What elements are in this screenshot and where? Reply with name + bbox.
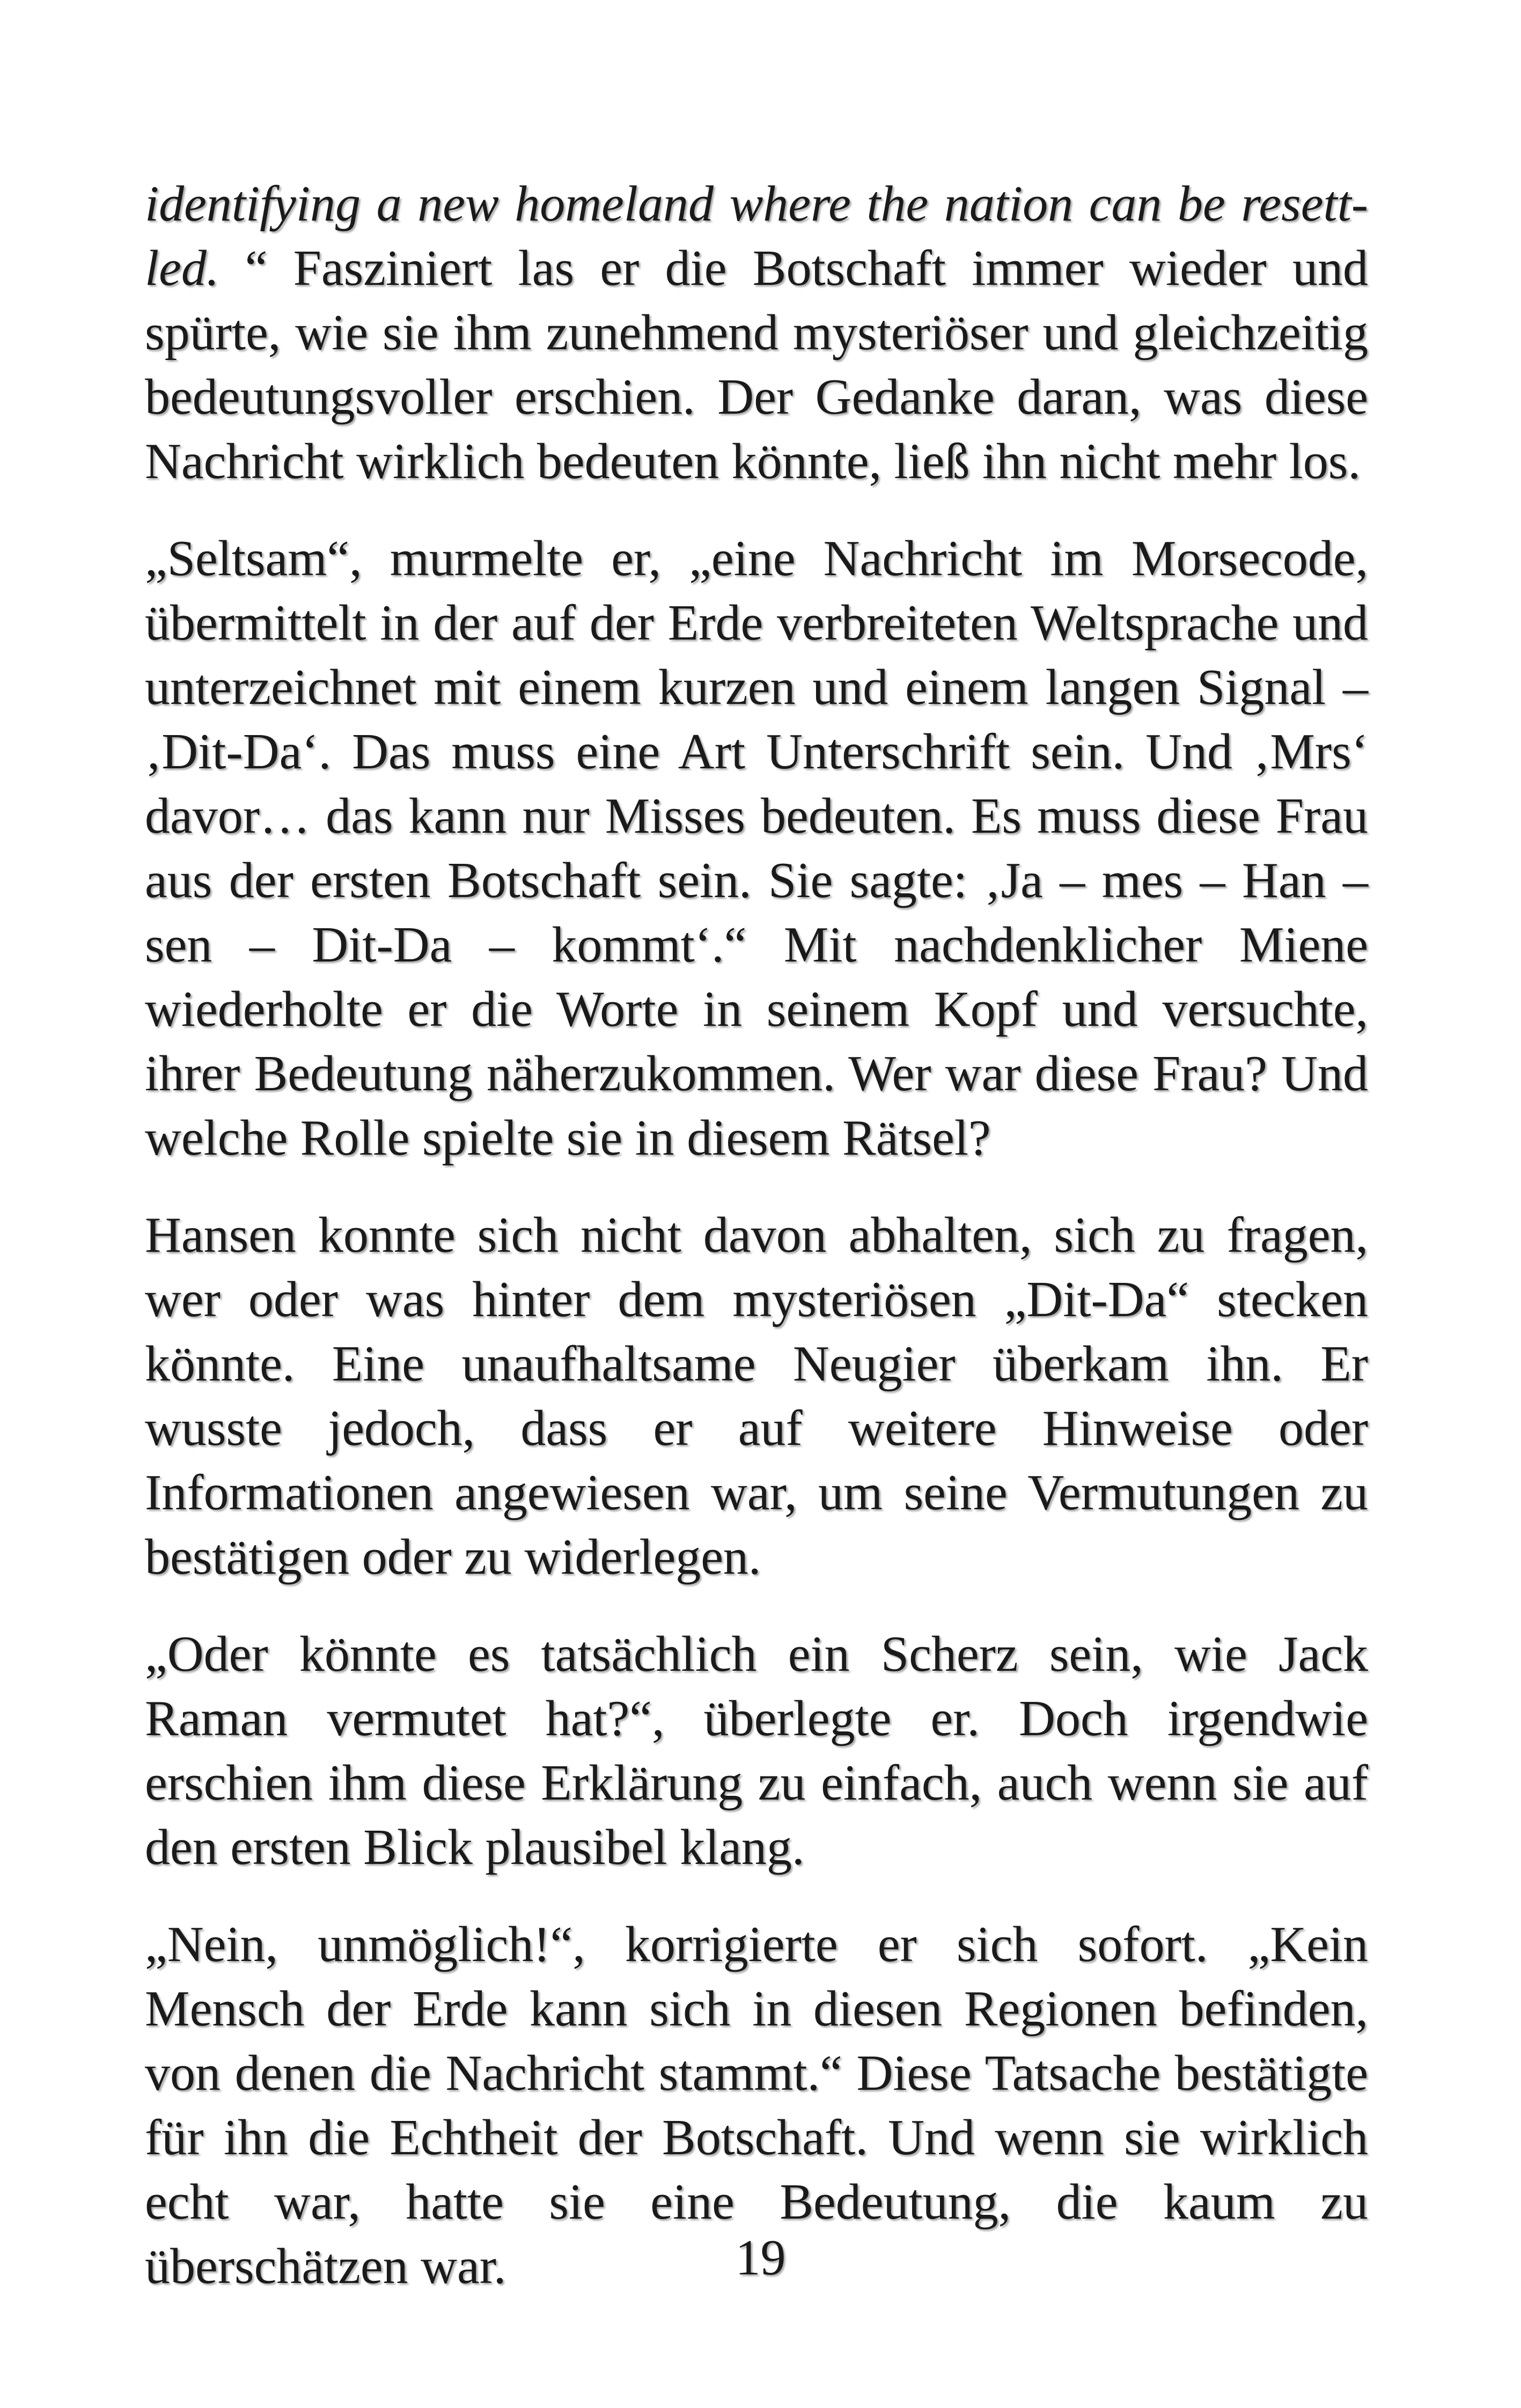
- page-number: 19: [735, 2230, 786, 2286]
- paragraph-1-text: “ Fasziniert las er die Botschaft immer wieder und spürte, wie sie ihm zunehmend mysteriöser und gleichzeitig bedeutungsvoller erschien. Der Gedanke daran, was diese Nachricht wirklich bedeuten könnte, ließ ihn nicht mehr los.: [145, 240, 1369, 489]
- paragraph-4: „Oder könnte es tatsächlich ein Scherz sein, wie Jack Raman vermutet hat?“, überlegte er. Doch irgendwie erschien ihm diese Erklärung zu einfach, auch wenn sie auf den ersten Blick plausibel klang.: [145, 1626, 1368, 1875]
- paragraph-5: „Nein, unmöglich!“, korrigierte er sich sofort. „Kein Mensch der Erde kann sich in diesen Regionen befinden, von denen die Nachricht stammt.“ Diese Tatsache bestätigte für ihn die Echtheit der Botschaft. Und wenn sie wirklich echt war, hatte sie eine Bedeutung, die kaum zu überschätzen war.: [145, 1917, 1368, 2294]
- italic-quote: identifying a new homeland where the nation can be resettled.: [145, 176, 1368, 296]
- paragraph-1: [145, 172, 1368, 494]
- body-text: [145, 172, 1368, 2299]
- paragraph-3: Hansen konnte sich nicht davon abhalten, sich zu fragen, wer oder was hinter dem mysteriösen „Dit-Da“ stecken könnte. Eine unaufhaltsame Neugier überkam ihn. Er wusste jedoch, dass er auf weitere Hinweise oder Informationen angewiesen war, um seine Vermutungen zu bestätigen oder zu widerlegen.: [145, 1207, 1368, 1585]
- paragraph-2: „Seltsam“, murmelte er, „eine Nachricht im Morsecode, übermittelt in der auf der Erde verbreiteten Weltsprache und unterzeichnet mit einem kurzen und einem langen Signal – ‚Dit-Da‘. Das muss eine Art Unterschrift sein. Und ‚Mrs‘ davor… das kann nur Misses bedeuten. Es muss diese Frau aus der ersten Botschaft sein. Sie sagte: ‚Ja – mes – Han – sen – Dit-Da – kommt‘.“ Mit nachdenklicher Miene wiederholte er die Worte in seinem Kopf und versuchte, ihrer Bedeutung näherzukommen. Wer war diese Frau? Und welche Rolle spielte sie in diesem Rätsel?: [145, 531, 1368, 1166]
